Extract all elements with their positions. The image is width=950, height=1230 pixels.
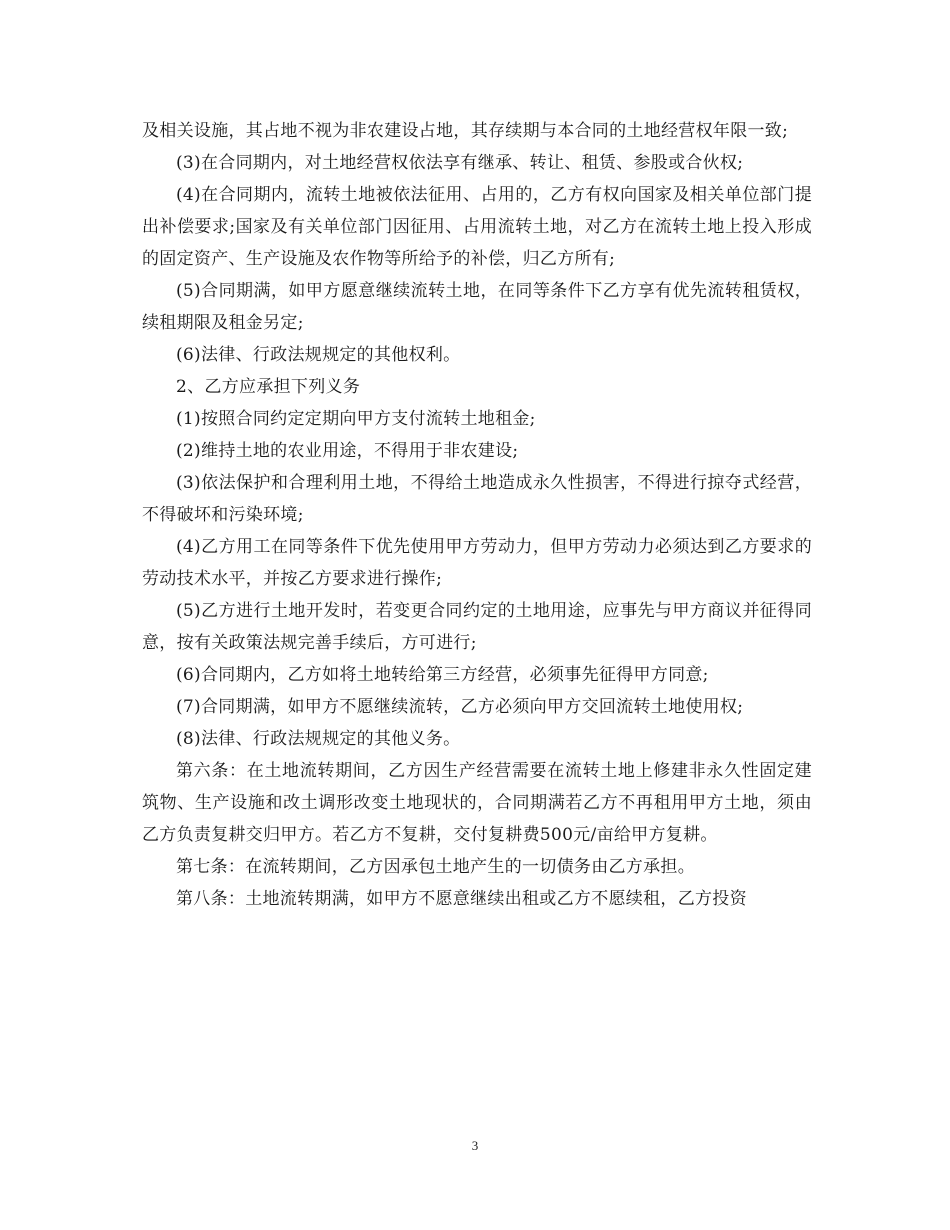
paragraph: (4)在合同期内，流转土地被依法征用、占用的，乙方有权向国家及相关单位部门提出补偿要求;国家及有关单位部门因征用、占用流转土地，对乙方在流转土地上投入形成的固定资产、生产设施及农作物等所给予的补偿，归乙方所有; — [142, 185, 812, 269]
paragraph: (5)合同期满，如甲方愿意继续流转土地，在同等条件下乙方享有优先流转租赁权，续租期限及租金另定; — [142, 281, 812, 333]
paragraph: 及相关设施，其占地不视为非农建设占地，其存续期与本合同的土地经营权年限一致; — [142, 121, 789, 141]
paragraph: (3)在合同期内，对土地经营权依法享有继承、转让、租赁、参股或合伙权; — [176, 153, 744, 173]
paragraph: (1)按照合同约定定期向甲方支付流转土地租金; — [176, 409, 536, 429]
paragraph: 第七条：在流转期间，乙方因承包土地产生的一切债务由乙方承担。 — [176, 857, 695, 877]
paragraph: (4)乙方用工在同等条件下优先使用甲方劳动力，但甲方劳动力必须达到乙方要求的劳动技术水平，并按乙方要求进行操作; — [142, 537, 812, 589]
paragraph: (6)法律、行政法规规定的其他权利。 — [176, 345, 461, 365]
paragraph: (3)依法保护和合理利用土地，不得给土地造成永久性损害，不得进行掠夺式经营，不得破坏和污染环境; — [142, 473, 812, 525]
paragraph: (7)合同期满，如甲方不愿继续流转，乙方必须向甲方交回流转土地使用权; — [176, 697, 744, 717]
document-body — [142, 115, 812, 915]
paragraph: 第六条：在土地流转期间，乙方因生产经营需要在流转土地上修建非永久性固定建筑物、生产设施和改土调形改变土地现状的，合同期满若乙方不再租用甲方土地，须由乙方负责复耕交归甲方。若乙方不复耕，交付复耕费500元/亩给甲方复耕。 — [142, 761, 812, 845]
paragraph: 2、乙方应承担下列义务 — [176, 377, 361, 397]
paragraph: (6)合同期内，乙方如将土地转给第三方经营，必须事先征得甲方同意; — [176, 665, 709, 685]
paragraph: 第八条：土地流转期满，如甲方不愿意继续出租或乙方不愿续租，乙方投资 — [176, 889, 747, 909]
paragraph: (5)乙方进行土地开发时，若变更合同约定的土地用途，应事先与甲方商议并征得同意，按有关政策法规完善手续后，方可进行; — [142, 601, 812, 653]
paragraph: (2)维持土地的农业用途，不得用于非农建设; — [176, 441, 519, 461]
paragraph: (8)法律、行政法规规定的其他义务。 — [176, 729, 461, 749]
page-number: 3 — [471, 1138, 479, 1153]
